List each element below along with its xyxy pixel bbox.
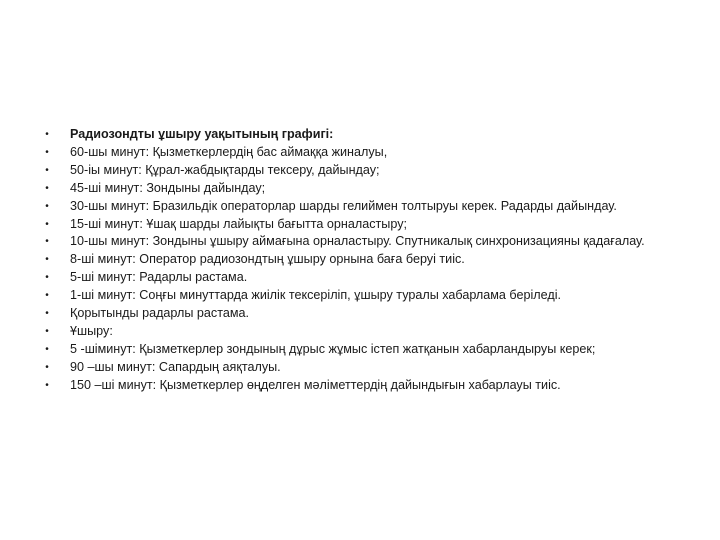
- list-item-text: 60-шы минут: Қызметкерлердің бас аймаққа жиналуы,: [70, 144, 388, 159]
- list-item: [42, 287, 682, 305]
- list-item: [42, 144, 682, 162]
- list-item-text: Радиозондты ұшыру уақытының графигі:: [70, 127, 334, 141]
- launch-schedule-list: [42, 126, 682, 395]
- bullet-icon: •: [45, 218, 49, 230]
- list-item: [42, 269, 682, 287]
- list-item: [42, 305, 682, 323]
- list-item-text: 45-ші минут: Зондыны дайындау;: [70, 180, 266, 195]
- list-item: [42, 198, 682, 216]
- bullet-icon: •: [45, 254, 49, 266]
- list-item: [42, 323, 682, 341]
- bullet-icon: •: [45, 164, 49, 176]
- bullet-icon: •: [45, 129, 49, 140]
- list-item-text: 150 –ші минут: Қызметкерлер өңделген мәліметтердің дайындығын хабарлауы тиіс.: [70, 377, 561, 392]
- bullet-icon: •: [45, 200, 49, 212]
- bullet-icon: •: [45, 343, 49, 355]
- bullet-icon: •: [45, 379, 49, 391]
- bullet-icon: •: [45, 146, 49, 158]
- list-item-text: 5 -шіминут: Қызметкерлер зондының дұрыс жұмыс істеп жатқанын хабарландыруы керек;: [70, 341, 596, 356]
- list-item: [42, 180, 682, 198]
- list-item-text: 30-шы минут: Бразильдік операторлар шарды гелиймен толтыруы керек. Радарды дайындау.: [70, 198, 617, 213]
- list-item-text: 1-ші минут: Соңғы минуттарда жиілік тексеріліп, ұшыру туралы хабарлама беріледі.: [70, 288, 562, 303]
- list-item: [42, 162, 682, 180]
- bullet-icon: •: [45, 361, 49, 373]
- list-item-text: 8-ші минут: Оператор радиозондтың ұшыру орнына баға беруі тиіс.: [70, 252, 465, 267]
- list-item-text: 90 –шы минут: Сапардың аяқталуы.: [70, 359, 281, 374]
- list-item: [42, 359, 682, 377]
- list-item-text: 15-ші минут: Ұшақ шарды лайықты бағытта орналастыру;: [70, 216, 407, 231]
- list-item-text: 5-ші минут: Радарлы растама.: [70, 270, 248, 285]
- list-item: [42, 216, 682, 234]
- list-item: [42, 377, 682, 395]
- list-item: [42, 126, 682, 144]
- bullet-icon: •: [45, 236, 49, 248]
- list-item-text: 10-шы минут: Зондыны ұшыру аймағына орналастыру. Спутникалық синхронизацияны қадағалау.: [70, 234, 645, 249]
- list-item-text: Қорытынды радарлы растама.: [70, 306, 249, 321]
- list-item-text: Ұшыру:: [70, 323, 113, 338]
- list-item-text: 50-іы минут: Құрал-жабдықтарды тексеру, дайындау;: [70, 162, 380, 177]
- bullet-icon: •: [45, 308, 49, 320]
- bullet-icon: •: [45, 290, 49, 302]
- list-item: [42, 251, 682, 269]
- bullet-icon: •: [45, 272, 49, 284]
- bullet-icon: •: [45, 325, 49, 337]
- list-item: [42, 341, 682, 359]
- bullet-icon: •: [45, 182, 49, 194]
- list-item: [42, 233, 682, 251]
